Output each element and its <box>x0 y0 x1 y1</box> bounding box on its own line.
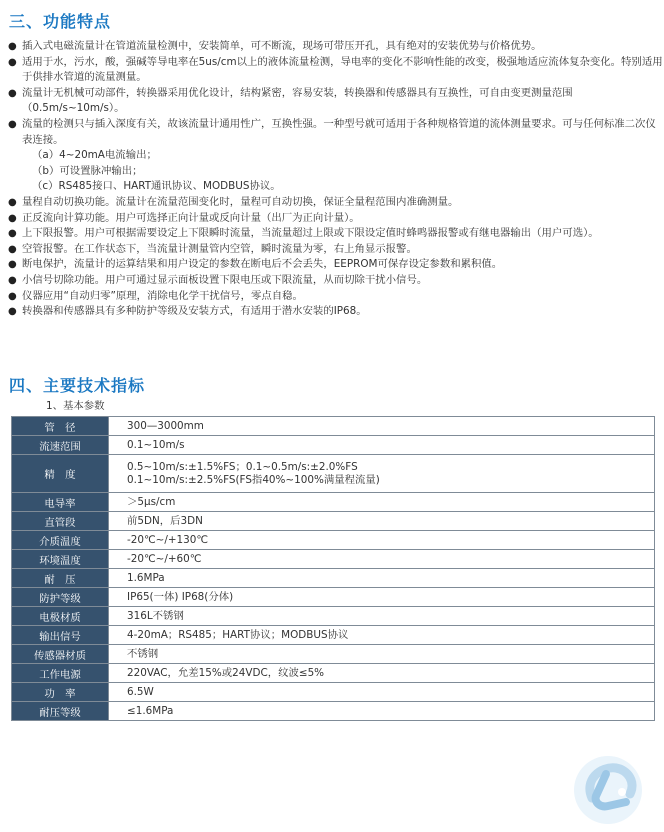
bullet-icon: ● <box>8 212 17 224</box>
spec-row <box>12 569 655 588</box>
spec-row <box>12 702 655 721</box>
bullet-icon: ● <box>8 56 17 68</box>
bullet-icon: ● <box>8 243 17 255</box>
feature-text: 仪器应用“自动归零”原理，消除电化学干扰信号，零点自稳。 <box>22 289 303 302</box>
spec-value <box>109 645 655 664</box>
feature-text: （b）可设置脉冲输出； <box>32 164 143 177</box>
feature-item <box>0 226 664 242</box>
feature-item <box>0 242 664 258</box>
spec-value-line: 0.1~10m/s:±2.5%FS(FS指40%~100%满量程流量) <box>127 473 380 486</box>
spec-value-line: -20℃~/+130℃ <box>127 533 209 546</box>
feature-item <box>0 289 664 305</box>
bullet-icon: ● <box>8 118 17 130</box>
spec-value-line: -20℃~/+60℃ <box>127 552 202 565</box>
bullet-icon: ● <box>8 290 17 302</box>
spec-value <box>109 683 655 702</box>
feature-text: 量程自动切换功能。流量计在流量范围变化时，量程可自动切换，保证全量程范围内准确测量。 <box>22 195 459 208</box>
spec-row <box>12 512 655 531</box>
feature-text: 适用于水，污水，酸，强碱等导电率在5us/cm以上的液体流量检测，导电率的变化不影响性能的改变，极强地适应流体复杂变化。特别适用于供排水管道的流量测量。 <box>22 55 663 84</box>
spec-value <box>109 702 655 721</box>
feature-item <box>0 304 664 320</box>
spec-table <box>11 416 655 721</box>
spec-value-line: 前5DN，后3DN <box>127 514 203 527</box>
bullet-icon: ● <box>8 274 17 286</box>
spec-row <box>12 607 655 626</box>
spec-key: 耐 压 <box>12 569 109 588</box>
spec-value <box>109 664 655 683</box>
feature-list <box>0 39 664 320</box>
spec-value <box>109 455 655 493</box>
spec-key: 输出信号 <box>12 626 109 645</box>
spec-value-line: 6.5W <box>127 685 154 698</box>
spec-value-line: 300—3000mm <box>127 419 204 432</box>
spec-value <box>109 512 655 531</box>
feature-text: 转换器和传感器具有多种防护等级及安装方式，有适用于潜水安装的IP68。 <box>22 305 367 318</box>
feature-text: 插入式电磁流量计在管道流量检测中，安装简单，可不断流，现场可带压开孔，具有绝对的安装优势与价格优势。 <box>22 40 542 52</box>
feature-item <box>0 257 664 273</box>
bullet-icon: ● <box>8 196 17 208</box>
spec-value <box>109 417 655 436</box>
bullet-icon: ● <box>8 41 17 52</box>
bullet-icon: ● <box>8 306 17 318</box>
spec-value-line: IP65(一体) IP68(分体) <box>127 590 234 603</box>
bullet-icon: ● <box>8 87 17 99</box>
spec-key: 传感器材质 <box>12 645 109 664</box>
feature-text: 小信号切除功能。用户可通过显示面板设置下限电压或下限流量，从而切除干扰小信号。 <box>22 273 428 286</box>
spec-value <box>109 569 655 588</box>
spec-key: 直管段 <box>12 512 109 531</box>
feature-item <box>0 39 664 55</box>
spec-value-line: 不锈钢 <box>127 647 159 660</box>
feature-text: 空管报警。在工作状态下，当流量计测量管内空管，瞬时流量为零，右上角显示报警。 <box>22 242 417 255</box>
spec-key: 电极材质 <box>12 607 109 626</box>
feature-text: 正反流向计算功能。用户可选择正向计量或反向计量（出厂为正向计量）。 <box>22 211 360 224</box>
spec-key: 耐压等级 <box>12 702 109 721</box>
company-logo-icon <box>570 752 646 828</box>
feature-subitem <box>0 179 664 195</box>
spec-key: 精 度 <box>12 455 109 493</box>
feature-text: 流量计无机械可动部件，转换器采用优化设计，结构紧密，容易安装，转换器和传感器具有互换性，可自由变更测量范围（0.5m/s~10m/s）。 <box>22 86 573 115</box>
spec-value <box>109 626 655 645</box>
feature-item <box>0 195 664 211</box>
spec-key: 防护等级 <box>12 588 109 607</box>
spec-value <box>109 550 655 569</box>
spec-row <box>12 645 655 664</box>
spec-row <box>12 626 655 645</box>
spec-value-line: 0.1~10m/s <box>127 438 185 451</box>
feature-text: 流量的检测只与插入深度有关，故该流量计通用性广，互换性强。一种型号就可适用于各种规格管道的流体测量要求。可与任何标准二次仪表连接。 <box>22 117 656 146</box>
spec-value <box>109 531 655 550</box>
spec-key: 工作电源 <box>12 664 109 683</box>
spec-value <box>109 436 655 455</box>
feature-item <box>0 273 664 289</box>
spec-row <box>12 683 655 702</box>
spec-value <box>109 607 655 626</box>
feature-text: （a）4~20mA电流输出； <box>32 149 157 162</box>
spec-value <box>109 588 655 607</box>
spec-row <box>12 417 655 436</box>
spec-key: 管 径 <box>12 417 109 436</box>
spec-value-line: 1.6MPa <box>127 571 165 584</box>
spec-value <box>109 493 655 512</box>
feature-item <box>0 117 664 148</box>
spec-key: 流速范围 <box>12 436 109 455</box>
feature-subitem <box>0 164 664 180</box>
feature-item <box>0 211 664 227</box>
spec-row <box>12 455 655 493</box>
spec-key: 电导率 <box>12 493 109 512</box>
subsection-title: 1、基本参数 <box>46 400 105 412</box>
spec-row <box>12 531 655 550</box>
bullet-icon: ● <box>8 259 17 271</box>
spec-value-line: ＞5μs/cm <box>127 495 176 508</box>
feature-text: 上下限报警。用户可根据需要设定上下限瞬时流量，当流量超过上限或下限设定值时蜂鸣器报警或有继电器输出（用户可选）。 <box>22 227 599 240</box>
spec-value-line: ≤1.6MPa <box>127 704 174 717</box>
section-title-features: 三、功能特点 <box>9 12 112 31</box>
spec-row <box>12 588 655 607</box>
spec-value-line: 220VAC，允差15%或24VDC，纹波≤5% <box>127 666 325 679</box>
spec-value-line: 4-20mA；RS485；HART协议；MODBUS协议 <box>127 628 349 641</box>
feature-item <box>0 55 664 86</box>
spec-row <box>12 436 655 455</box>
section-title-specs: 四、主要技术指标 <box>9 376 146 395</box>
feature-text: 断电保护，流量计的运算结果和用户设定的参数在断电后不会丢失，EEPROM可保存设定参数和累积值。 <box>22 258 503 271</box>
feature-item <box>0 86 664 117</box>
spec-row <box>12 664 655 683</box>
spec-value-line: 0.5~10m/s:±1.5%FS；0.1~0.5m/s:±2.0%FS <box>127 460 358 473</box>
spec-key: 环境温度 <box>12 550 109 569</box>
spec-value-line: 316L不锈钢 <box>127 609 184 622</box>
feature-text: （c）RS485接口、HART通讯协议、MODBUS协议。 <box>32 180 281 193</box>
bullet-icon: ● <box>8 228 17 240</box>
spec-key: 功 率 <box>12 683 109 702</box>
spec-key: 介质温度 <box>12 531 109 550</box>
spec-row <box>12 550 655 569</box>
spec-row <box>12 493 655 512</box>
feature-subitem <box>0 148 664 164</box>
